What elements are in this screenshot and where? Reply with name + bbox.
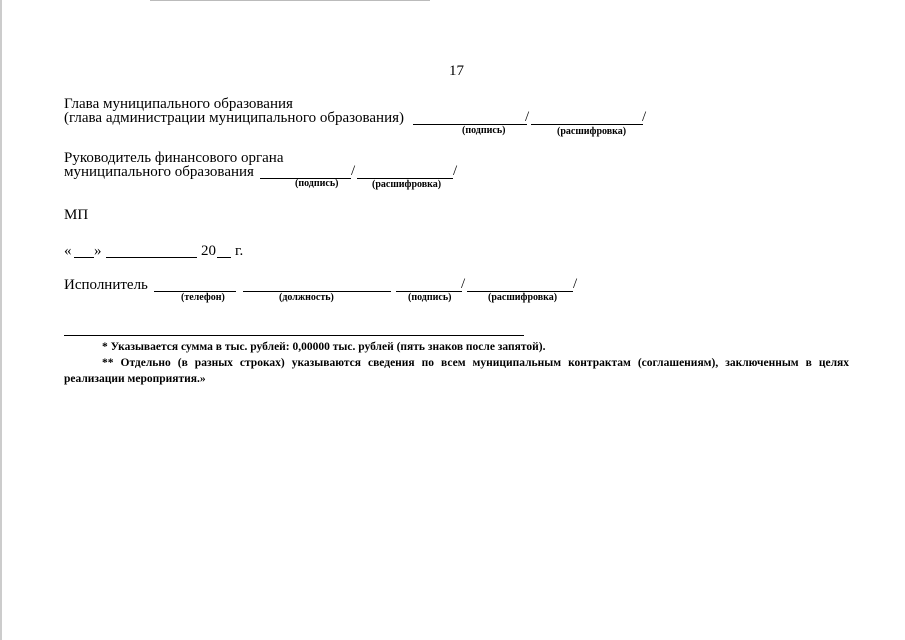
date-month-line[interactable] bbox=[106, 257, 197, 258]
footnote-2-continuation: реализации мероприятия.» bbox=[64, 373, 206, 385]
executor-decode-caption: (расшифровка) bbox=[488, 292, 558, 303]
scan-edge-left bbox=[0, 0, 2, 640]
head-slash-1: / bbox=[525, 109, 530, 125]
head-title-line1: Глава муниципального образования bbox=[64, 96, 293, 112]
date-year-line[interactable] bbox=[217, 257, 231, 258]
executor-slash-1: / bbox=[461, 276, 466, 292]
stamp-label: МП bbox=[64, 207, 89, 223]
executor-label: Исполнитель bbox=[64, 277, 148, 293]
executor-sign-caption: (подпись) bbox=[408, 292, 452, 303]
finance-title-line2: муниципального образования bbox=[64, 164, 254, 180]
page-number: 17 bbox=[449, 63, 464, 79]
date-open-quote: « bbox=[64, 243, 72, 259]
head-sign-caption: (подпись) bbox=[462, 125, 506, 136]
finance-sign-caption: (подпись) bbox=[295, 178, 339, 189]
scan-edge-top bbox=[150, 0, 430, 1]
date-day-line[interactable] bbox=[74, 257, 94, 258]
finance-slash-2: / bbox=[453, 163, 458, 179]
date-year-suffix: г. bbox=[235, 243, 244, 259]
finance-decode-caption: (расшифровка) bbox=[372, 179, 442, 190]
executor-phone-caption: (телефон) bbox=[181, 292, 225, 303]
head-title-line2: (глава администрации муниципального образования) bbox=[64, 110, 404, 126]
head-slash-2: / bbox=[642, 109, 647, 125]
head-decode-line[interactable] bbox=[531, 124, 643, 125]
date-year-prefix: 20 bbox=[201, 243, 216, 259]
executor-position-caption: (должность) bbox=[279, 292, 334, 303]
head-decode-caption: (расшифровка) bbox=[557, 126, 627, 137]
footnote-1: * Указывается сумма в тыс. рублей: 0,00000 тыс. рублей (пять знаков после запятой). bbox=[102, 341, 546, 353]
footnote-separator bbox=[64, 335, 524, 336]
date-close-quote: » bbox=[94, 243, 102, 259]
finance-title-line1: Руководитель финансового органа bbox=[64, 150, 284, 166]
footnote-2: ** Отдельно (в разных строках) указываются сведения по всем муниципальным контрактам (соглашениям), заключенным в целях bbox=[102, 357, 849, 369]
finance-slash-1: / bbox=[351, 163, 356, 179]
executor-slash-2: / bbox=[573, 276, 578, 292]
